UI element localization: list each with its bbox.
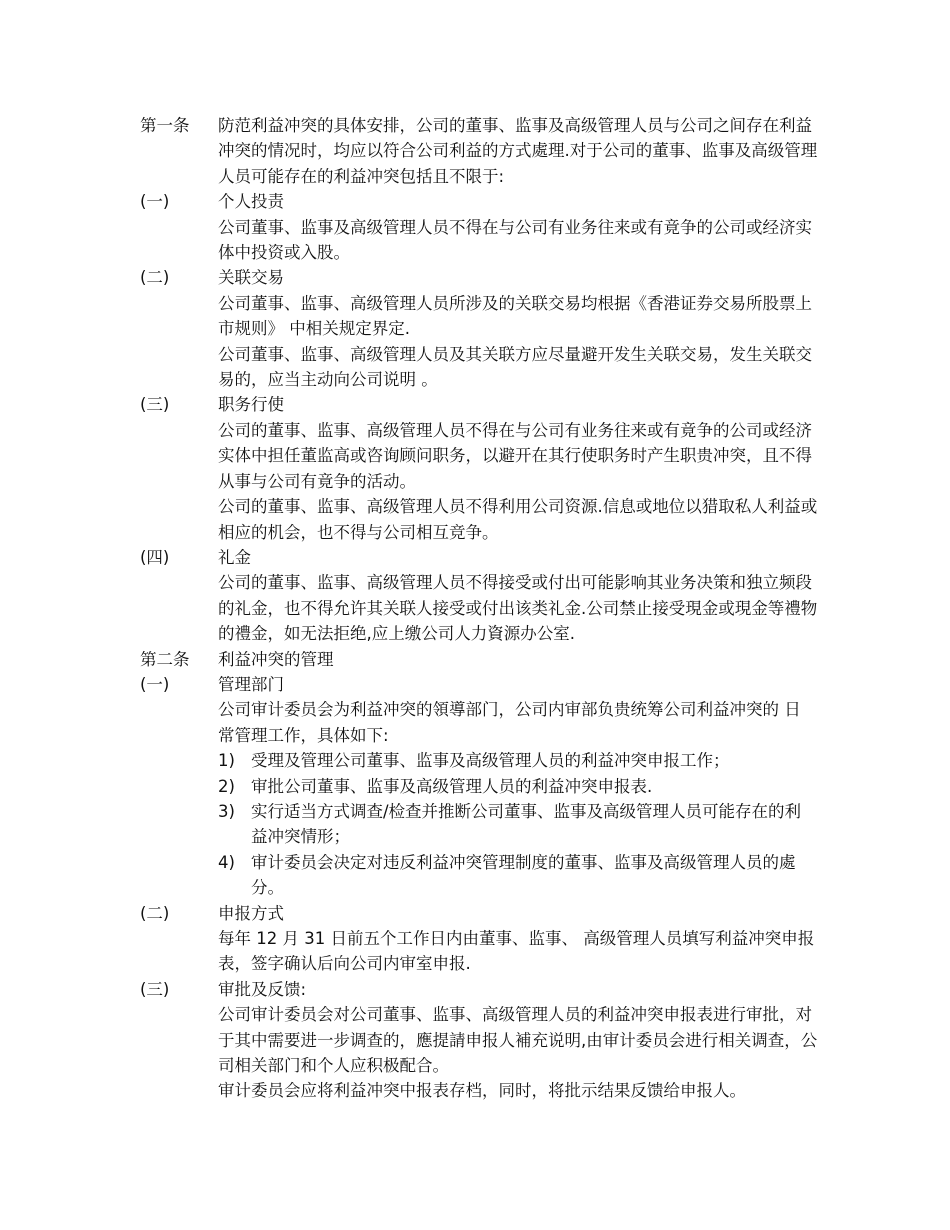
list-text: 审计委员会决定对违反利益冲突管理制度的董事、监事及高级管理人员的處分。 xyxy=(251,852,796,898)
section-heading: 审批及反馈: xyxy=(218,979,307,999)
paragraph: 公司的董事、监事、高级管理人员不得接受或付出可能影响其业务决策和独立频段的礼金，也不得允许其关联人接受或付出该类礼金.公司禁止接受現金或現金等禮物的禮金，如无法拒绝,应上缴公司人力資源办公室. xyxy=(218,573,818,644)
section-label: (二) xyxy=(140,903,170,923)
item-heading: 礼金 xyxy=(218,547,251,567)
item-heading: 职务行使 xyxy=(218,395,284,415)
article-2-section-1 xyxy=(140,672,820,697)
list-number: 4) xyxy=(218,852,235,872)
article-2-text: 利益冲突的管理 xyxy=(218,649,334,669)
article-1-item-2 xyxy=(140,265,820,290)
list-text: 实行适当方式调查/检查并推断公司董事、监事及高级管理人员可能存在的利益冲突情形； xyxy=(251,801,802,847)
article-2-label: 第二条 xyxy=(140,649,190,669)
item-label: (四) xyxy=(140,547,170,567)
paragraph: 公司审计委员会为利益冲突的領導部门，公司内审部负贵统筹公司利益冲突的 日 常管理工作，具体如下: xyxy=(218,700,801,745)
item-label: (二) xyxy=(140,268,170,288)
article-1-item-3 xyxy=(140,392,820,417)
article-2 xyxy=(140,647,820,672)
list-item xyxy=(218,799,820,850)
list-number: 2) xyxy=(218,776,235,796)
paragraph: 审计委员会应将利益冲突中报表存档，同时，将批示结果反馈给申报人。 xyxy=(218,1081,746,1101)
paragraph: 公司董事、监事、高级管理人员及其关联方应尽量避开发生关联交易，发生关联交易的，应当主动向公司说明 。 xyxy=(218,344,812,390)
article-1-item-1-body xyxy=(140,215,820,266)
list-item xyxy=(218,748,820,773)
article-2-section-2-body xyxy=(140,926,820,977)
article-1-item-1 xyxy=(140,189,820,214)
article-1-item-4 xyxy=(140,545,820,570)
paragraph: 公司的董事、监事、高级管理人员不得在与公司有业务往来或有竟争的公司或经济实体中担任董监高或咨询顾问职务，以避开在其行使职务时产生职贵冲突，且不得从事与公司有竟争的活动。 xyxy=(218,420,812,491)
paragraph: 公司董事、监事及高级管理人员不得在与公司有业务往来或有竟争的公司或经济实体中投资或入股。 xyxy=(218,217,812,263)
list-number: 3) xyxy=(218,801,235,821)
article-2-section-2 xyxy=(140,901,820,926)
item-heading: 关联交易 xyxy=(218,268,284,288)
list-number: 1) xyxy=(218,751,235,771)
article-1 xyxy=(140,113,820,189)
article-1-item-4-body xyxy=(140,570,820,646)
section-label: (一) xyxy=(140,674,170,694)
section-heading: 申报方式 xyxy=(218,903,284,923)
list-item xyxy=(218,774,820,799)
list-item xyxy=(218,850,820,901)
list-text: 审批公司董事、监事及高级管理人员的利益冲突申报表. xyxy=(251,776,653,796)
article-1-text: 防范利益冲突的具体安排，公司的董事、监事及高级管理人员与公司之间存在利益冲突的情况时，均应以符合公司利益的方式處理.对于公司的董事、监事及高级管理人员可能存在的利益冲突包括且不限于: xyxy=(218,116,818,186)
paragraph: 每年 12 月 31 日前五个工作日内由董事、监事、 高级管理人员填写利益冲突申报表，签字确认后向公司内审室申报. xyxy=(218,929,815,974)
section-heading: 管理部门 xyxy=(218,674,284,694)
article-1-item-2-body xyxy=(140,291,820,393)
paragraph: 公司董事、监事、高级管理人员所涉及的关联交易均根据《香港证券交易所股票上市规则》 中相关规定界定. xyxy=(218,293,812,339)
list-text: 受理及管理公司董事、监事及高级管理人员的利益冲突申报工作； xyxy=(251,751,730,771)
document-body xyxy=(140,113,820,1104)
article-2-section-3-body xyxy=(140,1002,820,1104)
article-2-section-3 xyxy=(140,977,820,1002)
article-2-section-1-body xyxy=(140,697,820,900)
paragraph: 公司的董事、监事、高级管理人员不得利用公司资源.信息或地位以猎取私人利益或相应的机会，也不得与公司相互竞争。 xyxy=(218,497,818,542)
section-label: (三) xyxy=(140,979,170,999)
article-1-item-3-body xyxy=(140,418,820,545)
paragraph: 公司审计委员会对公司董事、监事、高级管理人员的利益冲突申报表进行审批，对于其中需要进一步调查的，應提請申报人補充说明,由审计委员会进行相关调查，公司相关部门和个人应积极配合。 xyxy=(218,1005,818,1076)
item-label: (三) xyxy=(140,395,170,415)
article-1-label: 第一条 xyxy=(140,116,190,135)
item-heading: 个人投责 xyxy=(218,192,284,212)
item-label: (一) xyxy=(140,192,170,212)
